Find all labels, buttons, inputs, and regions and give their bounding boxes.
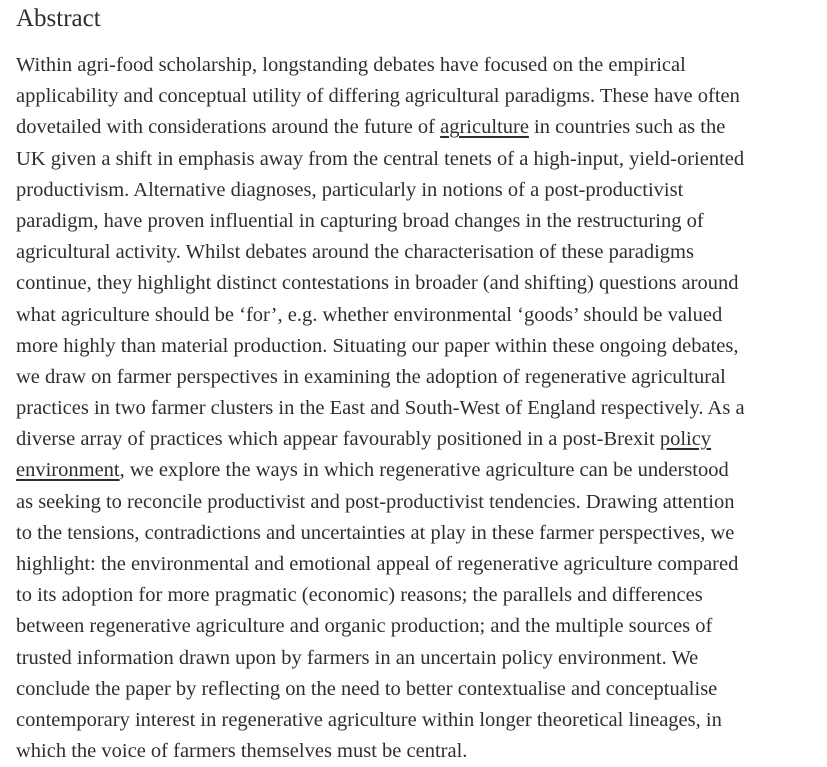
policy-environment-link[interactable]: policy	[659, 428, 712, 451]
text-line: productivism. Alternative diagnoses, particularly in notions of a post-productivist	[16, 178, 684, 201]
text-line: agricultural activity. Whilst debates around the characterisation of these paradigms	[16, 241, 694, 264]
text-line: to the tensions, contradictions and uncertainties at play in these farmer perspectives, we	[16, 521, 735, 544]
text-line: practices in two farmer clusters in the East and South-West of England respectively. As a	[16, 397, 745, 420]
policy-environment-link[interactable]: environment	[16, 459, 120, 482]
text-line: applicability and conceptual utility of differing agricultural paradigms. These have often	[16, 85, 740, 108]
text-line: between regenerative agriculture and organic production; and the multiple sources of	[16, 615, 713, 638]
text-line: which the voice of farmers themselves must be central.	[16, 740, 468, 763]
text-line: highlight: the environmental and emotional appeal of regenerative agriculture compared	[16, 553, 739, 575]
text-line: UK given a shift in emphasis away from the central tenets of a high-input, yield-oriented	[16, 147, 745, 170]
agriculture-link[interactable]: agriculture	[440, 116, 529, 139]
text-line: we draw on farmer perspectives in examining the adoption of regenerative agricultural	[16, 365, 726, 388]
abstract-text	[16, 50, 827, 767]
text-line: as seeking to reconcile productivist and post-productivist tendencies. Drawing attention	[16, 490, 735, 513]
text-line	[16, 424, 827, 455]
text-line: Within agri-food scholarship, longstanding debates have focused on the empirical	[16, 54, 686, 76]
text-line: contemporary interest in regenerative agriculture within longer theoretical lineages, in	[16, 708, 722, 731]
text-line: conclude the paper by reflecting on the need to better contextualise and conceptualise	[16, 677, 718, 700]
abstract-heading: Abstract	[16, 5, 101, 32]
text-segment: dovetailed with considerations around the future of	[16, 116, 441, 139]
text-line: paradigm, have proven influential in capturing broad changes in the restructuring of	[16, 209, 704, 232]
text-segment: , we explore the ways in which regenerative agriculture can be understood	[119, 459, 729, 482]
text-line: to its adoption for more pragmatic (economic) reasons; the parallels and differences	[16, 584, 703, 607]
text-line: trusted information drawn upon by farmers in an uncertain policy environment. We	[16, 646, 699, 669]
text-line: continue, they highlight distinct contestations in broader (and shifting) questions around	[16, 272, 739, 295]
text-line	[16, 112, 827, 143]
text-line	[16, 455, 827, 486]
text-line: more highly than material production. Situating our paper within these ongoing debates,	[16, 334, 739, 357]
text-segment: diverse array of practices which appear favourably positioned in a post-Brexit	[16, 428, 660, 451]
text-line: what agriculture should be ‘for’, e.g. whether environmental ‘goods’ should be valued	[16, 303, 723, 326]
text-segment: in countries such as the	[528, 116, 726, 139]
